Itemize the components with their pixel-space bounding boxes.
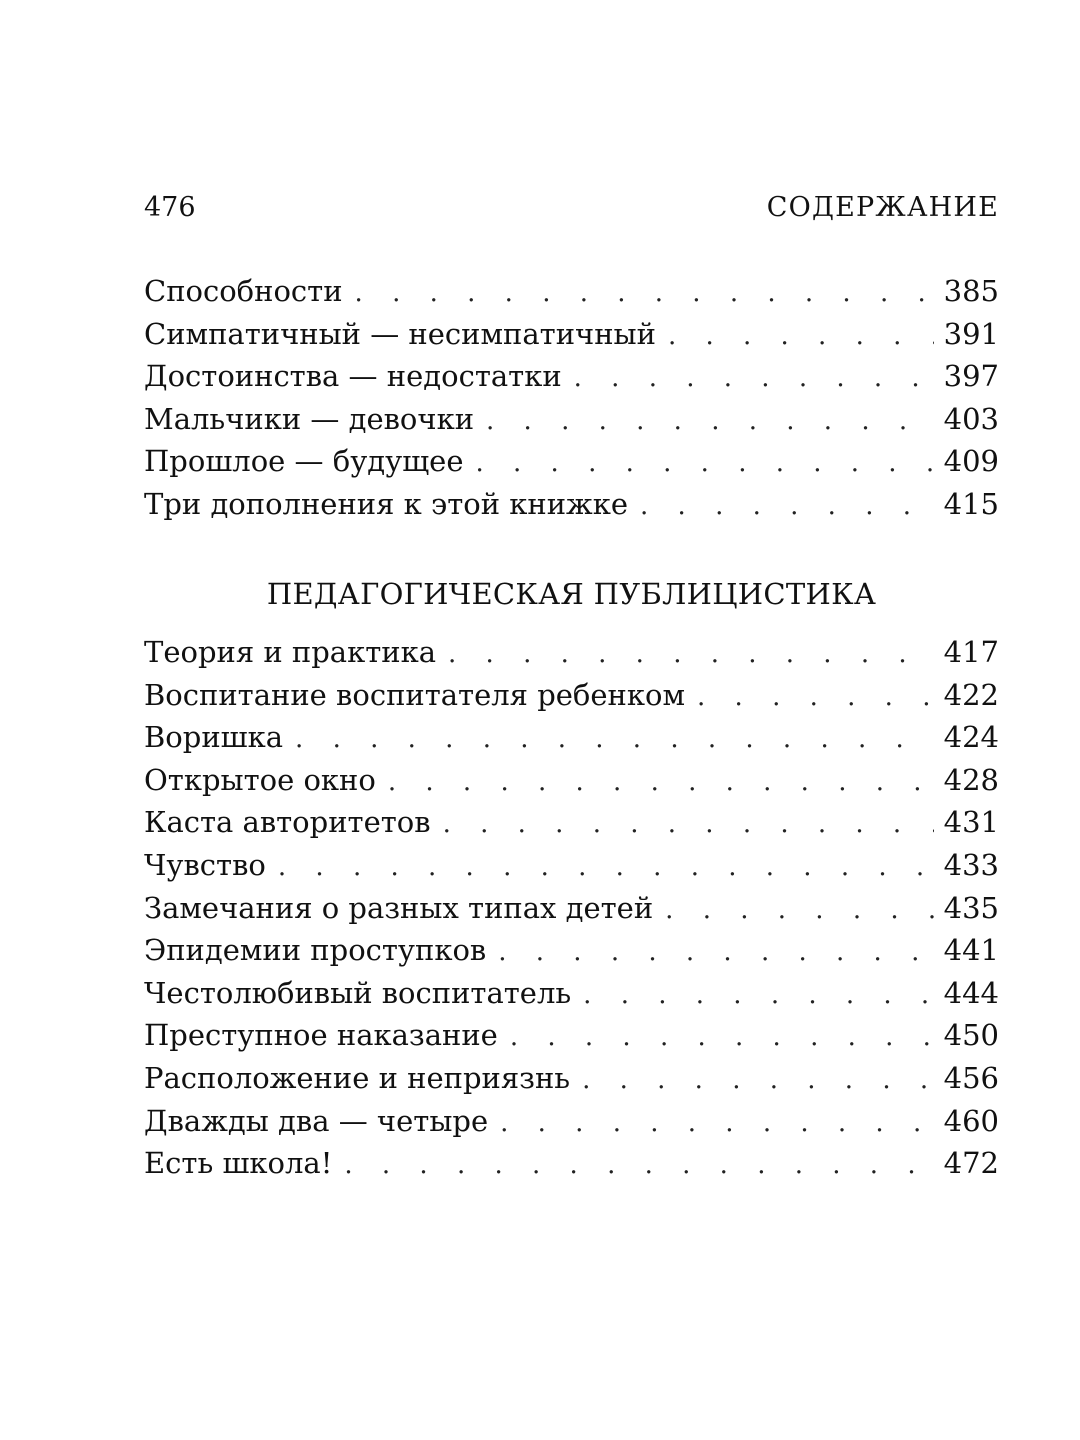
toc-entry-page: 456: [943, 1060, 999, 1095]
dot-leader: [295, 718, 934, 761]
dot-leader: [500, 1102, 934, 1145]
toc-entry: [144, 1142, 999, 1185]
toc-entry-page: 424: [943, 720, 999, 755]
toc-entry: [144, 929, 999, 972]
toc-entry-title: Есть школа!: [144, 1146, 333, 1181]
dot-leader: [388, 761, 934, 804]
toc-entry-title: Честолюбивый воспитатель: [144, 975, 572, 1010]
toc-entry-page: 385: [943, 274, 999, 308]
toc-entry-title: Три дополнения к этой книжке: [144, 486, 629, 521]
dot-leader: [344, 1144, 933, 1187]
toc-entry: [144, 844, 999, 887]
running-head: [144, 190, 999, 226]
toc-entry-title: Воспитание воспитателя ребенком: [144, 677, 686, 712]
dot-leader: [278, 846, 934, 889]
toc-entry-page: 472: [943, 1146, 999, 1181]
toc-entry: [144, 440, 999, 483]
toc-entry: [144, 398, 999, 441]
dot-leader: [498, 931, 933, 974]
toc-entry-page: 444: [943, 975, 999, 1010]
dot-leader: [475, 442, 933, 485]
toc-entry-page: 428: [943, 762, 999, 797]
dot-leader: [574, 357, 934, 400]
toc-entry-title: Открытое окно: [144, 762, 376, 797]
toc-entry-title: Расположение и неприязнь: [144, 1060, 571, 1095]
toc-entry-title: Дважды два — четыре: [144, 1103, 489, 1138]
toc-list-part-1: [144, 270, 999, 526]
toc-entry-page: 397: [943, 359, 999, 394]
running-title: СОДЕРЖАНИЕ: [766, 192, 999, 223]
toc-entry-page: 391: [943, 316, 999, 351]
page-number: 476: [144, 192, 196, 223]
dot-leader: [448, 633, 934, 676]
toc-entry-page: 403: [943, 401, 999, 436]
dot-leader: [443, 803, 934, 846]
toc-entry-title: Чувство: [144, 847, 266, 882]
dot-leader: [640, 485, 934, 528]
toc-entry-page: 450: [943, 1018, 999, 1053]
toc-entry-title: Достоинства — недостатки: [144, 359, 562, 394]
toc-entry: [144, 716, 999, 759]
section-heading: ПЕДАГОГИЧЕСКАЯ ПУБЛИЦИСТИКА: [266, 577, 877, 611]
toc-entry-page: 435: [943, 890, 999, 925]
toc-entry: [144, 801, 999, 844]
dot-leader: [583, 974, 933, 1017]
toc-entry: [144, 674, 999, 717]
toc-entry-title: Замечания о разных типах детей: [144, 890, 654, 925]
toc-list-part-2: [144, 631, 999, 1185]
dot-leader: [582, 1059, 934, 1102]
dot-leader: [665, 889, 933, 932]
toc-entry: [144, 1100, 999, 1143]
dot-leader: [668, 315, 934, 358]
toc-entry-title: Преступное наказание: [144, 1018, 498, 1053]
toc-entry-title: Каста авторитетов: [144, 805, 431, 840]
book-page: [144, 0, 999, 1440]
toc-entry: [144, 759, 999, 802]
dot-leader: [486, 400, 934, 443]
toc-entry-page: 417: [943, 635, 999, 669]
toc-entry-title: Воришка: [144, 720, 284, 755]
toc-entry-title: Мальчики — девочки: [144, 401, 475, 436]
toc-entry-title: Способности: [144, 274, 343, 308]
toc-entry-title: Эпидемии проступков: [144, 933, 487, 968]
toc-entry: [144, 313, 999, 356]
toc-entry-page: 431: [943, 805, 999, 840]
toc-entry: [144, 270, 999, 313]
toc-entry-title: Прошлое — будущее: [144, 444, 464, 479]
dot-leader: [355, 272, 934, 315]
dot-leader: [697, 676, 934, 719]
toc-entry: [144, 972, 999, 1015]
toc-entry-page: 422: [943, 677, 999, 712]
toc-entry: [144, 1014, 999, 1057]
toc-entry-page: 415: [943, 486, 999, 521]
toc-entry: [144, 355, 999, 398]
toc-entry-page: 409: [943, 444, 999, 479]
toc-entry: [144, 483, 999, 526]
toc-entry: [144, 1057, 999, 1100]
toc-entry-page: 441: [943, 933, 999, 968]
toc-entry-title: Теория и практика: [144, 635, 437, 669]
dot-leader: [510, 1016, 934, 1059]
toc-entry-page: 433: [943, 847, 999, 882]
toc-entry-page: 460: [943, 1103, 999, 1138]
toc-entry: [144, 631, 999, 674]
toc-entry-title: Симпатичный — несимпатичный: [144, 316, 656, 351]
toc-entry: [144, 887, 999, 930]
